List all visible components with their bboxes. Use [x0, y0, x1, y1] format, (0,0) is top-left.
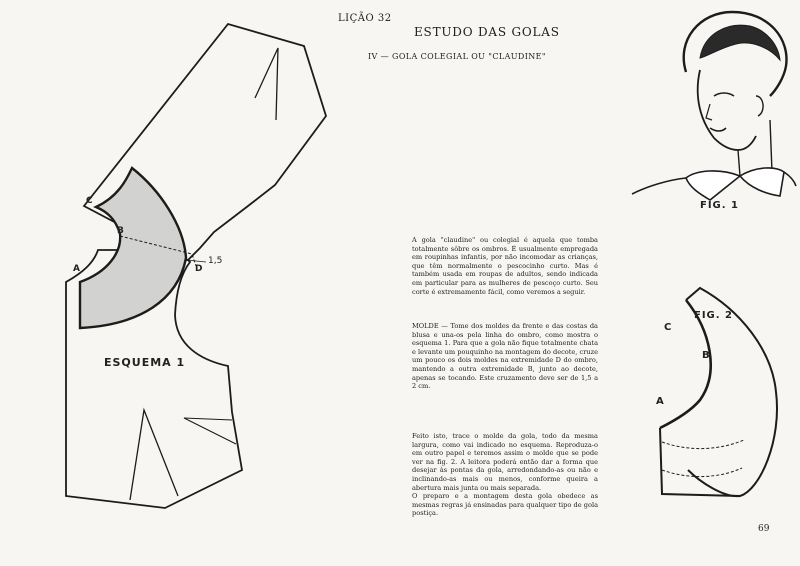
hair-outline [684, 12, 787, 96]
point-c-label: C [86, 196, 93, 206]
point-a-label: A [73, 264, 80, 274]
mouth [710, 128, 726, 131]
hair-fill [700, 25, 780, 60]
measure-label: 1,5 [208, 256, 223, 266]
back-dart [255, 48, 278, 120]
fig2-guide-2 [662, 468, 742, 477]
fig2-point-c-label: C [664, 322, 672, 333]
collar-left [686, 171, 740, 200]
fig2-left-edge [660, 428, 740, 496]
point-d-label: D [195, 264, 203, 274]
fig1-illustration [632, 12, 796, 200]
page-subtitle: IV — GOLA COLEGIAL OU "CLAUDINE" [368, 52, 546, 61]
face-outline [698, 70, 756, 150]
collar-right [740, 168, 784, 196]
fig1-label: FIG. 1 [700, 200, 739, 211]
fig2-label: FIG. 2 [694, 310, 733, 321]
point-b-label: B [117, 226, 124, 236]
lesson-number: LIÇÃO 32 [338, 13, 392, 24]
page-title: ESTUDO DAS GOLAS [414, 25, 560, 39]
fig2-point-b-label: B [702, 350, 710, 361]
ear [756, 96, 763, 116]
paragraph-intro: A gola "claudine" ou colegial é aquela que tomba totalmente sôbre os ombros. É usualmente empregada em roupinhas infantis, por não incomodar as crianças, que têm normalmente o pescocinho curto. Mas é também usada em roupas de adultos, sendo indicada em particular para as mulheres de pescoço curto. Seu corte é extremamente fácil, como veremos a seguir. [412, 236, 598, 296]
esquema-label: ESQUEMA 1 [104, 356, 186, 369]
eye [714, 93, 734, 96]
front-side-dart [184, 418, 236, 444]
paragraph-montagem: O preparo e a montagem desta gola obedece as mesmas regras já ensinadas para qualquer tipo de gola postiça. [412, 492, 598, 518]
fig2-guide-1 [662, 440, 744, 449]
page-number: 69 [758, 524, 770, 534]
paragraph-trace: Feito isto, trace o molde da gola, todo da mesma largura, como vai indicado no esquema. Reproduza-o em outro papel e teremos assim o molde que se pode ver na fig. 2. A leitora poderá então dar a forma que desejar às pontas da gola, arredondando-as ou não e inclinando-as mais ou menos, conforme queira a abertura mais junta ou mais separada. [412, 432, 598, 492]
front-dart [130, 410, 178, 500]
fig2-point-a-label: A [656, 396, 664, 407]
paragraph-molde: MOLDE — Tome dos moldes da frente e das costas da blusa e una-os pela linha do ombro, como mostra o esquema 1. Para que a gola não fique totalmente chata e levante um pouquinho na montagem do decote, cruze um pouco os dois moldes na extremidade D do ombro, mantendo a outra extremidade B, junto ao decote, apenas se tocando. Este cruzamento deve ser de 1,5 a 2 cm. [412, 322, 598, 391]
nose [706, 104, 712, 120]
